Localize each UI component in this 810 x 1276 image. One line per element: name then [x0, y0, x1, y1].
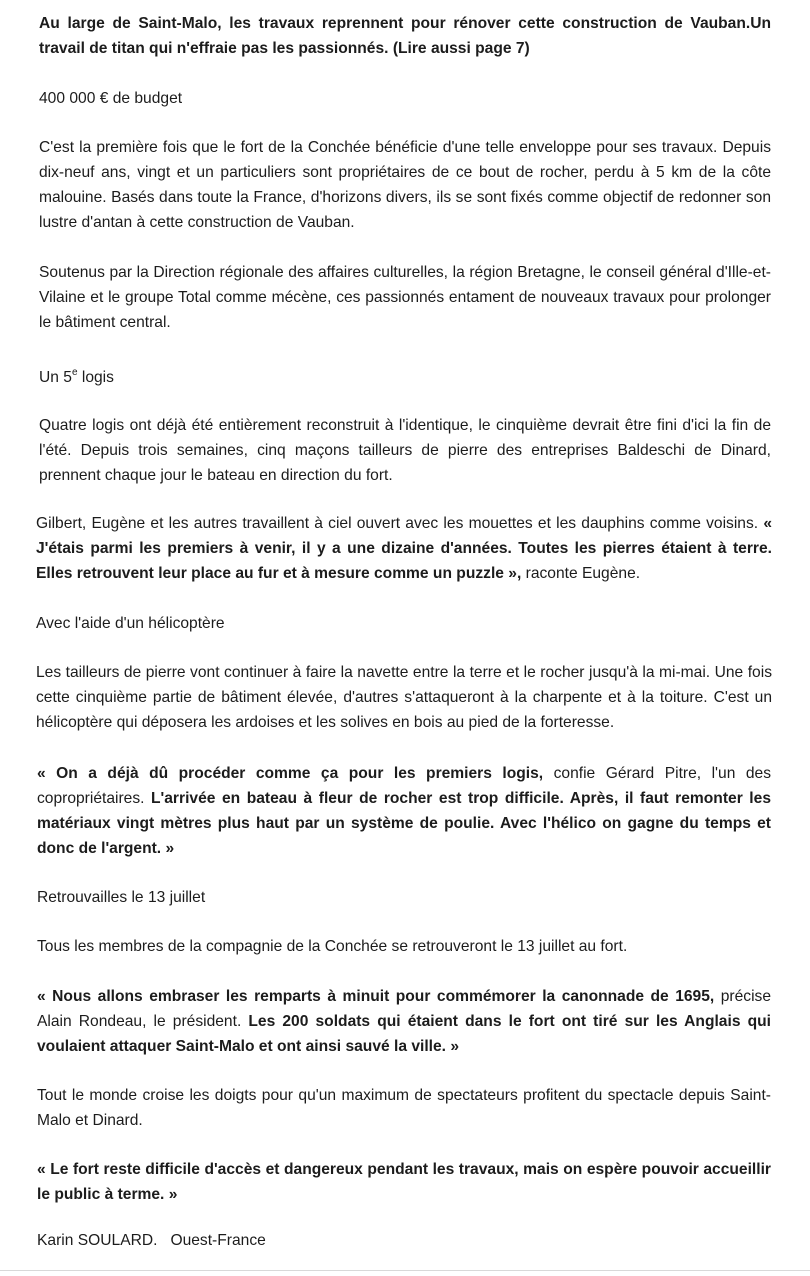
paragraph-spectateurs: Tout le monde croise les doigts pour qu'un maximum de spectateurs profitent du spectacle depuis Saint-Malo et Dinard.	[37, 1087, 771, 1129]
paragraph-tailleurs: Les tailleurs de pierre vont continuer à faire la navette entre la terre et le rocher jusqu'à la mi-mai. Une fois cette cinquième partie de bâtiment élevée, d'autres s'attaqueront à la charpente et à la toiture. C'est un hélicoptère qui déposera les ardoises et les solives en bois au pied de la forteresse.	[36, 664, 772, 731]
quote-pitre-2: L'arrivée en bateau à fleur de rocher est trop difficile. Après, il faut remonter les matériaux vingt mètres plus haut par un système de poulie. Avec l'hélico on gagne du temps et donc de l'argent. »	[37, 790, 771, 857]
quote-pitre-1: « On a déjà dû procéder comme ça pour les premiers logis,	[37, 765, 544, 782]
paragraph-pitre	[37, 761, 771, 861]
subhead-helicoptere: Avec l'aide d'un hélicoptère	[36, 615, 225, 632]
paragraph-gilbert-end: raconte Eugène.	[521, 565, 641, 582]
paragraph-soutiens: Soutenus par la Direction régionale des affaires culturelles, la région Bretagne, le conseil général d'Ille-et-Vilaine et le groupe Total comme mécène, ces passionnés entament de nouveaux travaux pour prolonger le bâtiment central.	[39, 264, 771, 331]
subhead-retrouvailles: Retrouvailles le 13 juillet	[37, 889, 206, 906]
page-bottom-divider	[0, 1270, 810, 1271]
paragraph-logis: Quatre logis ont déjà été entièrement reconstruit à l'identique, le cinquième devrait être fini d'ici la fin de l'été. Depuis trois semaines, cinq maçons tailleurs de pierre des entreprises Baldeschi de Dinard, prennent chaque jour le bateau en direction du fort.	[39, 417, 771, 484]
quote-eugene: « J'étais parmi les premiers à venir, il y a une dizaine d'années. Toutes les pierres étaient à terre. Elles retrouvent leur place au fur et à mesure comme un puzzle »,	[36, 515, 772, 582]
subhead-logis-superscript: e	[71, 366, 78, 378]
paragraph-gilbert	[36, 511, 772, 586]
paragraph-gilbert-text: Gilbert, Eugène et les autres travaillent à ciel ouvert avec les mouettes et les dauphins comme voisins.	[36, 515, 764, 532]
article-intro: Au large de Saint-Malo, les travaux reprennent pour rénover cette construction de Vauban.Un travail de titan qui n'effraie pas les passionnés. (Lire aussi page 7)	[39, 15, 771, 57]
article-signature: Karin SOULARD. Ouest-France	[37, 1232, 266, 1249]
quote-public: « Le fort reste difficile d'accès et dangereux pendant les travaux, mais on espère pouvoir accueillir le public à terme. »	[37, 1161, 771, 1203]
paragraph-rondeau	[37, 984, 771, 1059]
subhead-budget: 400 000 € de budget	[39, 90, 183, 107]
paragraph-compagnie: Tous les membres de la compagnie de la Conchée se retrouveront le 13 juillet au fort.	[37, 938, 628, 955]
subhead-logis	[39, 365, 771, 390]
quote-rondeau-2: Les 200 soldats qui étaient dans le fort ont tiré sur les Anglais qui voulaient attaquer Saint-Malo et ont ainsi sauvé la ville. »	[37, 1013, 771, 1055]
quote-rondeau-1: « Nous allons embraser les remparts à minuit pour commémorer la canonnade de 1695,	[37, 988, 715, 1005]
paragraph-budget: C'est la première fois que le fort de la Conchée bénéficie d'une telle enveloppe pour ses travaux. Depuis dix-neuf ans, vingt et un particuliers sont propriétaires de ce bout de rocher, perdu à 5 km de la côte malouine. Basés dans toute la France, d'horizons divers, ils se sont fixés comme objectif de redonner son lustre d'antan à cette construction de Vauban.	[39, 139, 771, 231]
paragraph-rondeau-text: précise Alain Rondeau, le président.	[37, 988, 771, 1030]
paragraph-pitre-text: confie Gérard Pitre, l'un des copropriétaires.	[37, 765, 771, 807]
subhead-logis-prefix: Un 5	[39, 369, 72, 386]
subhead-logis-suffix: logis	[77, 369, 114, 386]
